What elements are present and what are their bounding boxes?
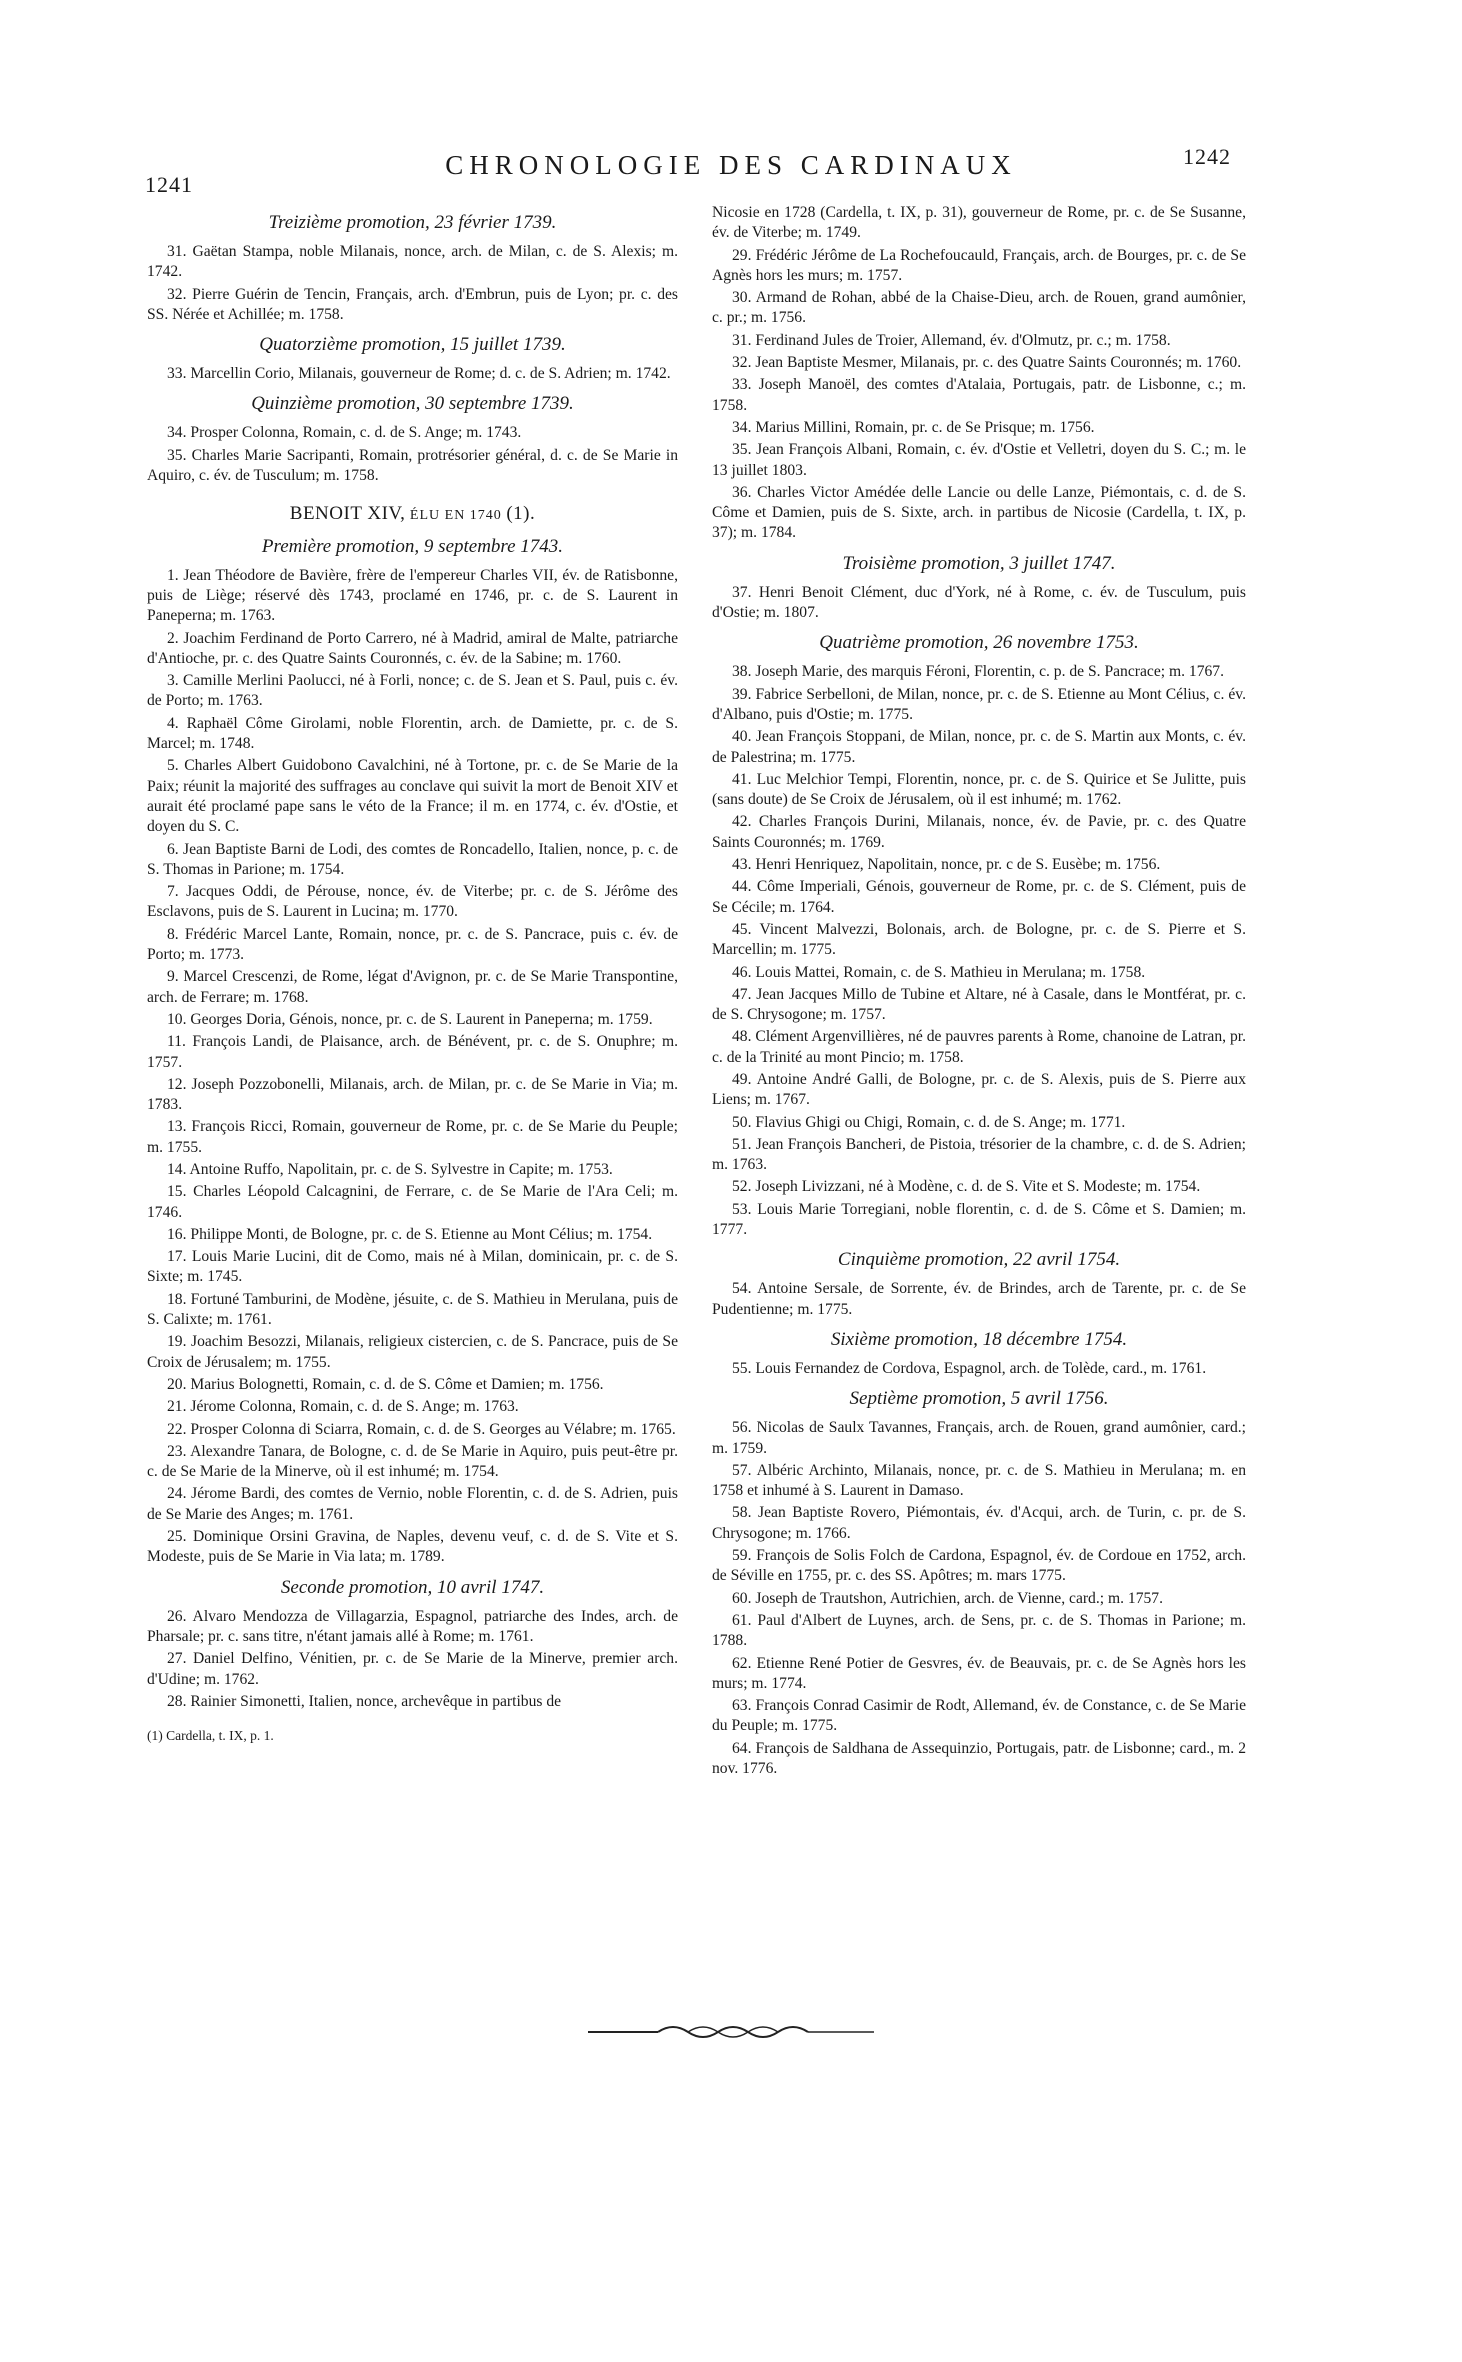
cardinal-entry: 50. Flavius Ghigi ou Chigi, Romain, c. d. de S. Ange; m. 1771. (732, 1113, 1126, 1131)
promotion-heading: Quinzième promotion, 30 septembre 1739. (251, 393, 574, 415)
cardinal-entry: 47. Jean Jacques Millo de Tubine et Altare, né à Casale, dans le Montférat, pr. c. de S. Chrysogone; m. 1757. (712, 985, 1246, 1024)
cardinal-entry: 51. Jean François Bancheri, de Pistoia, trésorier de la chambre, c. d. de S. Adrien; m. 1763. (712, 1135, 1246, 1174)
cardinal-entry: 29. Frédéric Jérôme de La Rochefoucauld, Français, arch. de Bourges, pr. c. de Se Agnès hors les murs; m. 1757. (712, 246, 1246, 284)
promotion-heading: Première promotion, 9 septembre 1743. (261, 535, 564, 557)
cardinal-entry: 17. Louis Marie Lucini, dit de Como, mais né à Milan, dominicain, pr. c. de S. Sixte; m. 1745. (147, 1248, 678, 1286)
cardinal-entry: 49. Antoine André Galli, de Bologne, pr. c. de S. Alexis, puis de S. Pierre aux Liens; m. 1767. (712, 1070, 1246, 1109)
cardinal-entry: 55. Louis Fernandez de Cordova, Espagnol, arch. de Tolède, card., m. 1761. (732, 1359, 1207, 1377)
cardinal-entry: 5. Charles Albert Guidobono Cavalchini, né à Tortone, pr. c. de Se Marie de la Paix; réunit la majorité des suffrages au conclave qui suivit la mort de Benoit XIV et aurait été proclamé pape sans le véto de la France; il m. en 1774, c. év. d'Ostie, et doyen du S. C. (147, 757, 678, 836)
cardinal-entry: 34. Prosper Colonna, Romain, c. d. de S. Ange; m. 1743. (167, 424, 522, 442)
promotion-heading: Sixième promotion, 18 décembre 1754. (830, 1328, 1128, 1350)
left-column (147, 203, 678, 1746)
cardinal-entry: 35. Jean François Albani, Romain, c. év. d'Ostie et Velletri, doyen du S. C.; m. le 13 juillet 1803. (712, 441, 1246, 479)
cardinal-entry: 20. Marius Bolognetti, Romain, c. d. de S. Côme et Damien; m. 1756. (167, 1375, 604, 1393)
cardinal-entry: 38. Joseph Marie, des marquis Féroni, Florentin, c. p. de S. Pancrace; m. 1767. (732, 663, 1224, 681)
cardinal-entry: 45. Vincent Malvezzi, Bolonais, arch. de Bologne, pr. c. de S. Pierre et S. Marcellin; m. 1775. (712, 920, 1246, 959)
cardinal-entry: 21. Jérome Colonna, Romain, c. d. de S. Ange; m. 1763. (167, 1398, 519, 1416)
footnote: (1) Cardella, t. IX, p. 1. (147, 1728, 274, 1744)
pope-footnote-ref: (1). (506, 503, 536, 525)
cardinal-entry: 4. Raphaël Côme Girolami, noble Florentin, arch. de Damiette, pr. c. de S. Marcel; m. 1748. (147, 714, 678, 753)
cardinal-entry: 42. Charles François Durini, Milanais, nonce, év. de Pavie, pr. c. des Quatre Saints Couronnés; m. 1769. (712, 813, 1246, 851)
cardinal-entry: 16. Philippe Monti, de Bologne, pr. c. de S. Etienne au Mont Célius; m. 1754. (167, 1225, 653, 1243)
cardinal-entry: 52. Joseph Livizzani, né à Modène, c. d. de S. Vite et S. Modeste; m. 1754. (732, 1178, 1201, 1196)
pope-heading (147, 504, 678, 526)
cardinal-entry: 9. Marcel Crescenzi, de Rome, légat d'Avignon, pr. c. de Se Marie Transpontine, arch. de Ferrare; m. 1768. (147, 968, 678, 1006)
cardinal-entry: 61. Paul d'Albert de Luynes, arch. de Sens, pr. c. de S. Thomas in Parione; m. 1788. (712, 1611, 1246, 1650)
cardinal-entry: 22. Prosper Colonna di Sciarra, Romain, c. d. de S. Georges au Vélabre; m. 1765. (167, 1420, 676, 1438)
cardinal-entry: 27. Daniel Delfino, Vénitien, pr. c. de Se Marie de la Minerve, premier arch. d'Udine; m. 1762. (147, 1650, 678, 1688)
cardinal-entry: 1. Jean Théodore de Bavière, frère de l'empereur Charles VII, év. de Ratisbonne, puis de Liège; réservé dès 1743, proclamé en 1746, pr. c. de S. Laurent in Paneperna; m. 1763. (147, 566, 678, 625)
promotion-heading: Cinquième promotion, 22 avril 1754. (837, 1249, 1121, 1271)
cardinal-entry: 18. Fortuné Tamburini, de Modène, jésuite, c. de S. Mathieu in Merulana, puis de S. Calixte; m. 1761. (147, 1290, 678, 1329)
cardinal-entry: 48. Clément Argenvillières, né de pauvres parents à Rome, chanoine de Latran, pr. c. de la Trinité au mont Pincio; m. 1758. (712, 1028, 1246, 1066)
cardinal-entry: 62. Etienne René Potier de Gesvres, év. de Beauvais, pr. c. de Se Agnès hors les murs; m. 1774. (712, 1654, 1246, 1692)
cardinal-entry: 63. François Conrad Casimir de Rodt, Allemand, év. de Constance, c. de Se Marie du Peuple; m. 1775. (712, 1697, 1246, 1735)
cardinal-entry: 28. Rainier Simonetti, Italien, nonce, archevêque in partibus de (167, 1692, 562, 1710)
cardinal-entry: 7. Jacques Oddi, de Pérouse, nonce, év. de Viterbe; pr. c. de S. Jérôme des Esclavons, puis de S. Laurent in Lucina; m. 1770. (147, 883, 678, 921)
promotion-heading: Treizième promotion, 23 février 1739. (268, 212, 557, 233)
cardinal-entry: 34. Marius Millini, Romain, pr. c. de Se Prisque; m. 1756. (732, 418, 1095, 436)
cardinal-entry: 35. Charles Marie Sacripanti, Romain, protrésorier général, d. c. de Se Marie in Aquiro, c. év. de Tusculum; m. 1758. (147, 446, 678, 485)
cardinal-entry: 39. Fabrice Serbelloni, de Milan, nonce, pr. c. de S. Etienne au Mont Célius, c. év. d'Albano, puis d'Ostie; m. 1775. (712, 685, 1246, 723)
cardinal-entry: 19. Joachim Besozzi, Milanais, religieux cistercien, c. de S. Pancrace, puis de Se Croix de Jérusalem; m. 1755. (147, 1333, 678, 1371)
page-number-right: 1242 (1183, 144, 1231, 169)
cardinal-entry: 2. Joachim Ferdinand de Porto Carrero, né à Madrid, amiral de Malte, patriarche d'Antioche, pr. c. des Quatre Saints Couronnés, c. év. de la Sabine; m. 1760. (147, 629, 678, 667)
cardinal-entry: 12. Joseph Pozzobonelli, Milanais, arch. de Milan, pr. c. de Se Marie in Via; m. 1783. (147, 1075, 678, 1114)
promotion-heading: Seconde promotion, 10 avril 1747. (280, 1576, 545, 1598)
cardinal-entry: 33. Joseph Manoël, des comtes d'Atalaia, Portugais, patr. de Lisbonne, c.; m. 1758. (712, 376, 1246, 414)
cardinal-entry: 23. Alexandre Tanara, de Bologne, c. d. de Se Marie in Aquiro, puis peut-être pr. c. de Se Marie de la Minerve, où il est inhumé; m. 1754. (147, 1442, 678, 1481)
cardinal-entry: 31. Gaëtan Stampa, noble Milanais, nonce, arch. de Milan, c. de S. Alexis; m. 1742. (147, 243, 678, 281)
cardinal-entry: 26. Alvaro Mendozza de Villagarzia, Espagnol, patriarche des Indes, arch. de Pharsale; pr. c. sans titre, n'étant jamais allé à Rome; m. 1761. (147, 1607, 678, 1645)
cardinal-entry: 36. Charles Victor Amédée delle Lancie ou delle Lanze, Piémontais, c. d. de S. Côme et Damien, puis de S. Sixte, arch. in partibus de Nicosie (Cardella, t. IX, p. 37); m. 1784. (712, 483, 1246, 542)
cardinal-entry: 25. Dominique Orsini Gravina, de Naples, devenu veuf, c. d. de S. Vite et S. Modeste, puis de Se Marie in Via lata; m. 1789. (147, 1528, 678, 1566)
cardinal-entry: 43. Henri Henriquez, Napolitain, nonce, pr. c de S. Eusèbe; m. 1756. (732, 856, 1161, 874)
cardinal-entry: 10. Georges Doria, Génois, nonce, pr. c. de S. Laurent in Paneperna; m. 1759. (167, 1010, 653, 1028)
cardinal-entry: 57. Albéric Archinto, Milanais, nonce, pr. c. de S. Mathieu in Merulana; m. en 1758 et inhumé à S. Laurent in Damaso. (712, 1461, 1246, 1500)
right-column (712, 203, 1246, 1781)
cardinal-entry: 32. Pierre Guérin de Tencin, Français, arch. d'Embrun, puis de Lyon; pr. c. des SS. Nérée et Achillée; m. 1758. (147, 285, 678, 323)
cardinal-entry: 8. Frédéric Marcel Lante, Romain, nonce, pr. c. de S. Pancrace, puis c. év. de Porto; m. 1773. (147, 925, 678, 964)
cardinal-entry: 56. Nicolas de Saulx Tavannes, Français, arch. de Rouen, grand aumônier, card.; m. 1759. (712, 1419, 1246, 1457)
decorative-rule-ornament (588, 2020, 874, 2044)
cardinal-entry: 44. Côme Imperiali, Génois, gouverneur de Rome, pr. c. de S. Clément, puis de Se Cécile; m. 1764. (712, 878, 1246, 916)
cardinal-entry: 64. François de Saldhana de Assequinzio, Portugais, patr. de Lisbonne; card., m. 2 nov. 1776. (712, 1739, 1246, 1777)
cardinal-entry: 6. Jean Baptiste Barni de Lodi, des comtes de Roncadello, Italien, nonce, p. c. de S. Thomas in Parione; m. 1754. (147, 840, 678, 878)
pope-name: BENOIT XIV, (289, 503, 406, 525)
cardinal-entry: 13. François Ricci, Romain, gouverneur de Rome, pr. c. de Se Marie du Peuple; m. 1755. (147, 1118, 678, 1156)
cardinal-entry: 54. Antoine Sersale, de Sorrente, év. de Brindes, arch de Tarente, pr. c. de Se Pudentienne; m. 1775. (712, 1280, 1246, 1318)
cardinal-entry: 14. Antoine Ruffo, Napolitain, pr. c. de S. Sylvestre in Capite; m. 1753. (167, 1160, 613, 1178)
cardinal-entry: 40. Jean François Stoppani, de Milan, nonce, pr. c. de S. Martin aux Monts, c. év. de Palestrina; m. 1775. (712, 728, 1246, 766)
cardinal-entry: 33. Marcellin Corio, Milanais, gouverneur de Rome; d. c. de S. Adrien; m. 1742. (167, 365, 671, 383)
cardinal-entry: 46. Louis Mattei, Romain, c. de S. Mathieu in Merulana; m. 1758. (732, 963, 1146, 981)
cardinal-entry: 37. Henri Benoit Clément, duc d'York, né à Rome, c. év. de Tusculum, puis d'Ostie; m. 1807. (712, 583, 1246, 622)
cardinal-entry: 30. Armand de Rohan, abbé de la Chaise-Dieu, arch. de Rouen, grand aumônier, c. pr.; m. 1756. (712, 289, 1246, 327)
cardinal-entry: 60. Joseph de Trautshon, Autrichien, arch. de Vienne, card.; m. 1757. (732, 1589, 1163, 1607)
promotion-heading: Quatorzième promotion, 15 juillet 1739. (259, 334, 566, 356)
cardinal-entry: 41. Luc Melchior Tempi, Florentin, nonce, pr. c. de S. Quirice et Se Julitte, puis (sans doute) de Se Croix de Jérusalem, où il est inhumé; m. 1762. (712, 770, 1246, 809)
pope-elected: ÉLU EN 1740 (405, 508, 507, 524)
promotion-heading: Troisième promotion, 3 juillet 1747. (842, 552, 1116, 574)
cardinal-entry: 59. François de Solis Folch de Cardona, Espagnol, év. de Cordoue en 1752, arch. de Séville en 1755, pr. c. des SS. Apôtres; m. mars 1775. (712, 1547, 1246, 1585)
cardinal-entry: 32. Jean Baptiste Mesmer, Milanais, pr. c. des Quatre Saints Couronnés; m. 1760. (732, 354, 1242, 372)
cardinal-entry: 11. François Landi, de Plaisance, arch. de Bénévent, pr. c. de S. Onuphre; m. 1757. (147, 1033, 678, 1071)
cardinal-entry: 53. Louis Marie Torregiani, noble florentin, c. d. de S. Côme et S. Damien; m. 1777. (712, 1200, 1246, 1239)
cardinal-entry: 31. Ferdinand Jules de Troier, Allemand, év. d'Olmutz, pr. c.; m. 1758. (732, 331, 1171, 349)
promotion-heading: Septième promotion, 5 avril 1756. (849, 1388, 1109, 1410)
cardinal-entry: 24. Jérome Bardi, des comtes de Vernio, noble Florentin, c. d. de S. Adrien, puis de Se Marie des Anges; m. 1761. (147, 1485, 678, 1523)
page-number-left: 1241 (145, 172, 193, 197)
cardinal-entry: 58. Jean Baptiste Rovero, Piémontais, év. d'Acqui, arch. de Turin, c. pr. de S. Chrysogone; m. 1766. (712, 1504, 1246, 1542)
cardinal-entry-continued: Nicosie en 1728 (Cardella, t. IX, p. 31), gouverneur de Rome, pr. c. de Se Susanne, év. de Viterbe; m. 1749. (712, 204, 1246, 242)
running-head: CHRONOLOGIE DES CARDINAUX (445, 150, 1017, 180)
cardinal-entry: 15. Charles Léopold Calcagnini, de Ferrare, c. de Se Marie de l'Ara Celi; m. 1746. (147, 1183, 678, 1221)
promotion-heading: Quatrième promotion, 26 novembre 1753. (819, 632, 1139, 654)
cardinal-entry: 3. Camille Merlini Paolucci, né à Forli, nonce; c. de S. Jean et S. Paul, puis c. év. de Porto; m. 1763. (147, 672, 678, 710)
